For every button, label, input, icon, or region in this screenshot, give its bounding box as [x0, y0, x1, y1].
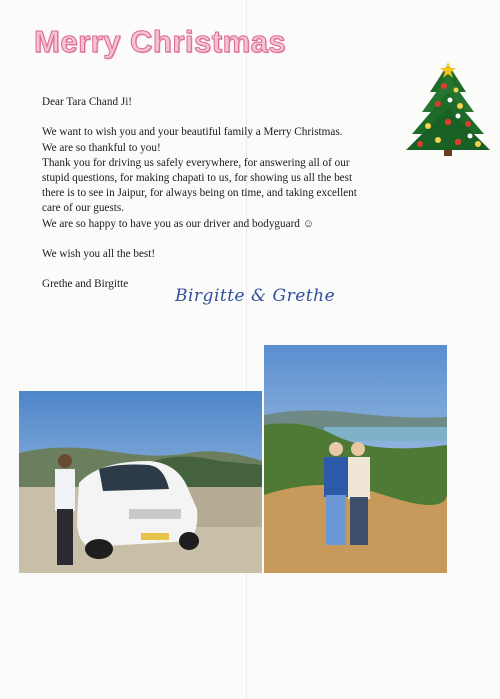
- handwritten-signature: Birgitte & Grethe: [175, 286, 336, 306]
- letter-line: Thank you for driving us safely everywhere, for answering all of our: [42, 156, 350, 169]
- letter-line: We want to wish you and your beautiful family a Merry Christmas.: [42, 126, 343, 139]
- letter-wish: We wish you all the best!: [42, 248, 156, 260]
- letter-line: care of our guests.: [42, 202, 125, 215]
- letter-greeting: Dear Tara Chand Ji!: [42, 96, 133, 108]
- letter-body: [42, 95, 397, 293]
- letter-line: there is to see in Jaipur, for always being on time, and taking excellent: [42, 187, 357, 200]
- letter-closing: Grethe and Birgitte: [42, 278, 129, 291]
- letter-line: stupid questions, for making chapati to us, for showing us all the best: [42, 172, 353, 184]
- photo-two-women-hilltop: [264, 345, 447, 573]
- letter-line: We are so happy to have you as our driver and bodyguard ☺: [42, 217, 315, 230]
- christmas-tree-icon: [404, 62, 492, 158]
- photo-driver-with-car: [19, 391, 262, 573]
- letter-line: We are so thankful to you!: [42, 141, 161, 154]
- page-title: Merry Christmas: [34, 24, 287, 59]
